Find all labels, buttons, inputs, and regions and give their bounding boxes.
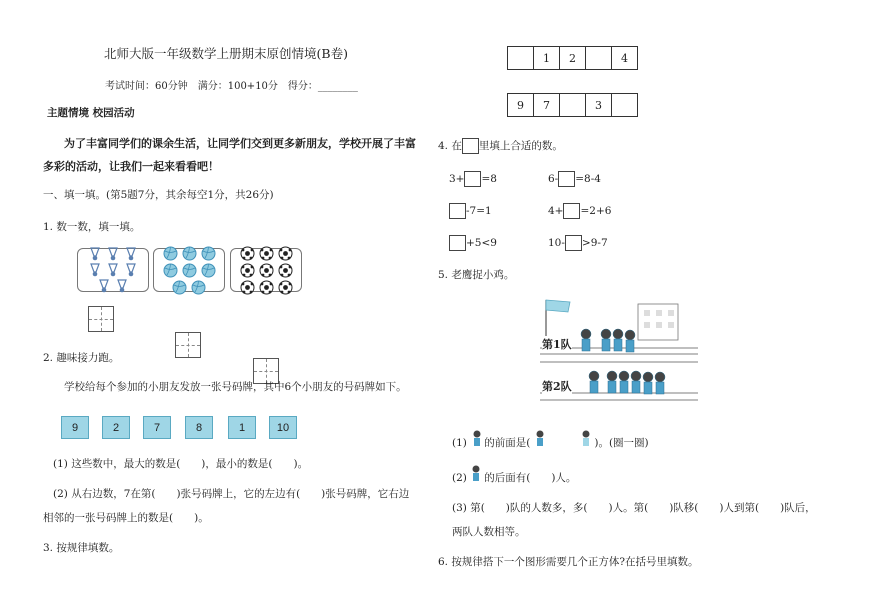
q5-sub2: (2) 的后面有( )人。 <box>452 465 576 485</box>
q5-text: 5. 老鹰捉小鸡。 <box>438 269 515 281</box>
soccer-ball-icon <box>278 263 293 278</box>
q6-text: 6. 按规律搭下一个图形需要几个正方体?在括号里填数。 <box>438 556 699 568</box>
sequence-cell: 3 <box>585 93 612 117</box>
sequence-cell: 1 <box>533 46 560 70</box>
equation: +5<9 <box>449 235 497 251</box>
answer-box[interactable] <box>565 235 582 251</box>
q2-text: 2. 趣味接力跑。 <box>43 352 120 364</box>
q5-sub1: (1) 的前面是( )。(圈一圈) <box>452 430 649 450</box>
exam-info: 考试时间：60分钟 满分：100+10分 得分：________ <box>105 81 358 92</box>
section1-heading: 一、填一填。(第5题7分，其余每空1分，共26分) <box>43 189 274 201</box>
q5-sub3-line1: (3) 第( )队的人数多，多( )人。第( )队移( )人到第( )队后， <box>452 502 816 514</box>
q3-text: 3. 按规律填数。 <box>43 542 120 554</box>
sequence-cell[interactable] <box>559 93 586 117</box>
sequence-cell: 7 <box>533 93 560 117</box>
sequence-cell[interactable] <box>611 93 638 117</box>
shuttlecock-icon <box>124 247 138 261</box>
sequence-row-1 <box>508 46 638 70</box>
number-card: 9 <box>61 416 89 439</box>
answer-box[interactable] <box>449 203 466 219</box>
sequence-cell[interactable] <box>585 46 612 70</box>
answer-box[interactable] <box>558 171 575 187</box>
q2-sub2-line2: 相邻的一张号码牌上的数是( )。 <box>43 512 209 524</box>
volleyball-icon <box>201 263 216 278</box>
equation: 6- =8-4 <box>548 173 601 185</box>
q4-text: 4. 在 里填上合适的数。 <box>438 140 563 152</box>
volleyball-group <box>153 248 225 292</box>
shuttlecock-icon <box>106 247 120 261</box>
equation: 10- >9-7 <box>548 237 608 249</box>
q2-desc: 学校给每个参加的小朋友发放一张号码牌，其中6个小朋友的号码牌如下。 <box>64 381 407 393</box>
soccer-ball-icon <box>259 246 274 261</box>
q2-sub1: (1) 这些数中，最大的数是( )，最小的数是( )。 <box>53 458 309 470</box>
answer-box[interactable] <box>563 203 580 219</box>
volleyball-icon <box>163 246 178 261</box>
equation: 4+ =2+6 <box>548 205 612 217</box>
number-card: 10 <box>269 416 297 439</box>
equation: -7=1 <box>449 203 492 219</box>
shuttlecock-icon <box>115 279 129 293</box>
soccer-ball-icon <box>240 246 255 261</box>
intro-line-2: 多彩的活动，让我们一起来看看吧！ <box>43 160 219 173</box>
q2-sub2-line1: (2) 从右边数，7在第( )张号码牌上，它的左边有( )张号码牌，它右边 <box>53 488 410 500</box>
sequence-row-2 <box>508 93 638 117</box>
number-card: 7 <box>143 416 171 439</box>
child-option-icon[interactable] <box>534 430 548 449</box>
child-icon <box>470 465 484 484</box>
q5-sub3-line2: 两队人数相等。 <box>452 526 526 538</box>
answer-box[interactable] <box>449 235 466 251</box>
volleyball-icon <box>201 246 216 261</box>
sequence-cell: 9 <box>507 93 534 117</box>
shuttlecock-icon <box>124 263 138 277</box>
child-option-icon[interactable] <box>580 430 594 449</box>
soccer-ball-icon <box>259 280 274 295</box>
volleyball-icon <box>182 246 197 261</box>
sequence-cell: 2 <box>559 46 586 70</box>
soccer-ball-icon <box>259 263 274 278</box>
team2-label: 第2队 <box>542 380 572 393</box>
equation: 3+ =8 <box>449 173 497 185</box>
blank-box-icon <box>462 138 479 154</box>
soccer-ball-group <box>230 248 302 292</box>
volleyball-icon <box>163 263 178 278</box>
soccer-ball-icon <box>278 246 293 261</box>
answer-grid-2[interactable] <box>175 332 201 358</box>
answer-box[interactable] <box>464 171 481 187</box>
number-card: 1 <box>228 416 256 439</box>
shuttlecock-icon <box>97 279 111 293</box>
theme-label: 主题情境 校园活动 <box>47 107 135 119</box>
team1-label: 第1队 <box>542 338 572 351</box>
soccer-ball-icon <box>278 280 293 295</box>
intro-line-1: 为了丰富同学们的课余生活，让同学们交到更多新朋友，学校开展了丰富 <box>64 137 416 150</box>
answer-grid-1[interactable] <box>88 306 114 332</box>
number-card: 2 <box>102 416 130 439</box>
soccer-ball-icon <box>240 263 255 278</box>
shuttlecock-icon <box>88 247 102 261</box>
soccer-ball-icon <box>240 280 255 295</box>
page-title: 北师大版一年级数学上册期末原创情境(B卷) <box>104 46 348 61</box>
number-card: 8 <box>185 416 213 439</box>
shuttlecock-group <box>77 248 149 292</box>
volleyball-icon <box>191 280 206 295</box>
shuttlecock-icon <box>88 263 102 277</box>
sequence-cell: 4 <box>611 46 638 70</box>
child-icon <box>470 430 484 449</box>
shuttlecock-icon <box>106 263 120 277</box>
sequence-cell[interactable] <box>507 46 534 70</box>
eagle-chick-illustration <box>540 296 698 408</box>
volleyball-icon <box>182 263 197 278</box>
volleyball-icon <box>172 280 187 295</box>
q1-text: 1. 数一数，填一填。 <box>43 221 141 233</box>
